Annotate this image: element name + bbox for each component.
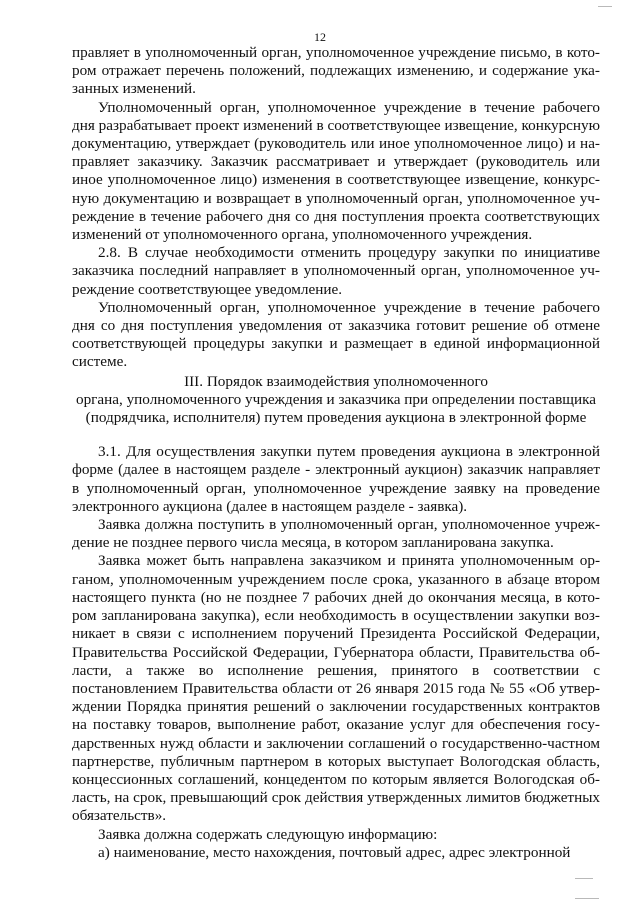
paragraph: Заявка может быть направлена заказчиком и принята уполномоченным ор-ганом, уполномоченным учреждением после срока, указанного в абзаце втором настоящего пункта (но не позднее 7 рабочих дней до окончания месяца, в кото-ром запланирована закупка), если необходимость в осуществлении закупки воз-никает в связи с исполнением поручений Президента Российской Федерации, Правительства Российской Федерации, Губернатора области, Правительства об-ласти, а также во исполнение решения, принятого в соответствии с постановлением Правительства области от 26 января 2015 года № 55 «Об утвер-ждении Порядка принятия решений о заключении государственных контрактов на поставку товаров, выполнение работ, оказание услуг для обеспечения госу-дарственных нужд области и заключении соглашений о государственно-частном партнерстве, публичным партнером в которых выступает Вологодская область, концессионных соглашений, концедентом по которым является Вологодская об-ласть, на срок, превышающий срок действия утвержденных лимитов бюджетных обязательств».	[72, 552, 600, 825]
scan-artifact	[575, 878, 593, 879]
scan-artifact	[575, 898, 599, 899]
spacer	[72, 427, 600, 443]
section-heading-line: III. Порядок взаимодействия уполномоченного	[184, 372, 488, 390]
section-heading	[72, 373, 600, 428]
document-body	[72, 44, 600, 862]
paragraph-continuation: правляет в уполномоченный орган, уполномоченное учреждение письмо, в кото-ром отражает перечень положений, подлежащих изменению, и содержание ука-занных изменений.	[72, 44, 600, 98]
paragraph: Заявка должна содержать следующую информацию:	[98, 825, 438, 843]
paragraph-list-item-a: а) наименование, место нахождения, почтовый адрес, адрес электронной	[98, 843, 571, 861]
section-heading-line: органа, уполномоченного учреждения и заказчика при определении поставщика	[75, 390, 597, 408]
section-heading-line: (подрядчика, исполнителя) путем проведения аукциона в электронной форме	[85, 409, 587, 427]
paragraph: Уполномоченный орган, уполномоченное учреждение в течение рабочего дня со дня поступления уведомления от заказчика готовит решение об отмене соответствующей процедуры закупки и размещает в единой информационной системе.	[72, 298, 600, 371]
paragraph-clause-3-1: 3.1. Для осуществления закупки путем проведения аукциона в электронной форме (далее в настоящем разделе - электронный аукцион) заказчик направляет в уполномоченный орган, уполномоченное учреждение заявку на проведение электронного аукциона (далее в настоящем разделе - заявка).	[72, 443, 600, 515]
paragraph: Уполномоченный орган, уполномоченное учреждение в течение рабочего дня разрабатывает проект изменений в соответствующее извещение, конкурсную документацию, утверждает (руководитель или иное уполномоченное лицо) и на-правляет заказчику. Заказчик рассматривает и утверждает (руководитель или иное уполномоченное лицо) изменения в соответствующее извещение, конкурс-ную документацию и возвращает в уполномоченный орган, уполномоченное уч-реждение в течение рабочего дня со дня поступления проекта соответствующих изменений от уполномоченного органа, уполномоченного учреждения.	[72, 98, 600, 244]
paragraph: Заявка должна поступить в уполномоченный орган, уполномоченное учреж-дение не позднее первого числа месяца, в котором запланирована закупка.	[72, 516, 600, 552]
page-number: 12	[314, 30, 326, 44]
paragraph-clause-2-8: 2.8. В случае необходимости отменить процедуру закупки по инициативе заказчика последний направляет в уполномоченный орган, уполномоченное уч-реждение соответствующее уведомление.	[72, 244, 600, 298]
scan-artifact	[598, 6, 612, 7]
